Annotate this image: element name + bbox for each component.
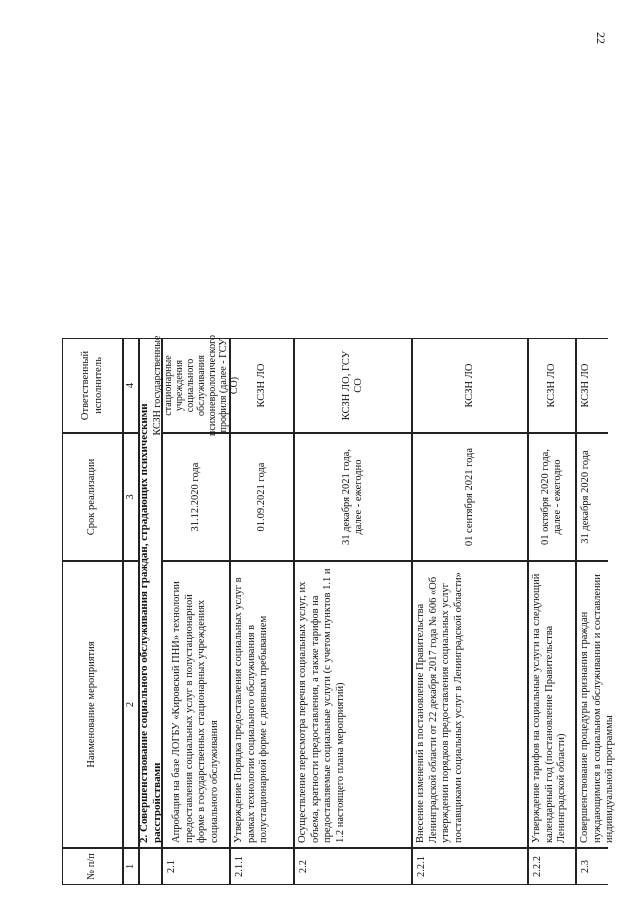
header-name: Наименование мероприятия	[62, 561, 123, 848]
colnum-1: 1	[123, 848, 139, 885]
row-2-3-term: 31 декабря 2020 года	[576, 433, 608, 561]
header-term: Срок реализации	[62, 433, 123, 561]
plan-table	[62, 110, 615, 885]
row-2-3-name: Совершенствование процедуры признания граждан нуждающимися в социальном обслуживании и составлении индивидуальной программы	[576, 561, 608, 848]
row-2-2-2-term: 01 октября 2020 года, далее - ежегодно	[528, 433, 576, 561]
row-2-2-2-name: Утверждение тарифов на социальные услуги на следующий календарный год (постановление Правительства Ленинградской области)	[528, 561, 576, 848]
row-2-1-num: 2.1	[162, 848, 230, 885]
row-2-1-1-executor: КСЗН ЛО	[230, 338, 294, 433]
row-2-3-num: 2.3	[576, 848, 608, 885]
row-2-2-2-executor: КСЗН ЛО	[528, 338, 576, 433]
row-2-2-1-num: 2.2.1	[412, 848, 528, 885]
row-2-1-term: 31.12.2020 года	[162, 433, 230, 561]
colnum-2: 2	[123, 561, 139, 848]
row-2-1-name: Апробация на базе ЛОГБУ «Кировский ПНИ» технологии предоставления социальных услуг в полустационарной форме в государственных стационарных учреждениях социального обслуживания	[162, 561, 230, 848]
header-num: № п/п	[62, 848, 123, 885]
section-num-cell	[139, 848, 162, 885]
colnum-4: 4	[123, 338, 139, 433]
row-2-2-2-num: 2.2.2	[528, 848, 576, 885]
row-2-1-executor: КСЗН государственные стационарные учреждения социального обслуживания психоневрологического профиля (далее - ГСУ СО)	[152, 335, 240, 436]
row-2-2-executor: КСЗН ЛО, ГСУ СО	[294, 338, 412, 433]
row-2-2-term: 31 декабря 2021 года, далее - ежегодно	[294, 433, 412, 561]
row-2-2-1-name: Внесение изменений в постановление Правительства Ленинградской области от 22 декабря 2017 года № 606 «Об утверждении порядков предоставления социальных услуг поставщиками социальных услуг в Ленинградской области»	[412, 561, 528, 848]
row-2-2-name: Осуществление пересмотра перечня социальных услуг, их объема, кратности предоставления, а также тарифов на предоставляемые социальные услуги (с учетом пунктов 1.1 и 1.2 настоящего плана мероприятий)	[294, 561, 412, 848]
row-2-1-1-num: 2.1.1	[230, 848, 294, 885]
row-2-2-num: 2.2	[294, 848, 412, 885]
page-number: 22	[594, 32, 608, 44]
row-2-1-1-term: 01.09.2021 года	[230, 433, 294, 561]
row-2-1-1-name: Утверждение Порядка предоставления социальных услуг в рамках технологии социального обслуживания в полустационарной форме с дневным пребыванием	[230, 561, 294, 848]
row-2-2-1-term: 01 сентября 2021 года	[412, 433, 528, 561]
colnum-3: 3	[123, 433, 139, 561]
header-executor: Ответственный исполнитель	[62, 338, 123, 433]
section-title: 2. Совершенствование социального обслуживания граждан, страдающих психическими расстройствами	[139, 338, 162, 848]
row-2-2-1-executor: КСЗН ЛО	[412, 338, 528, 433]
row-2-3-executor: КСЗН ЛО	[576, 338, 608, 433]
